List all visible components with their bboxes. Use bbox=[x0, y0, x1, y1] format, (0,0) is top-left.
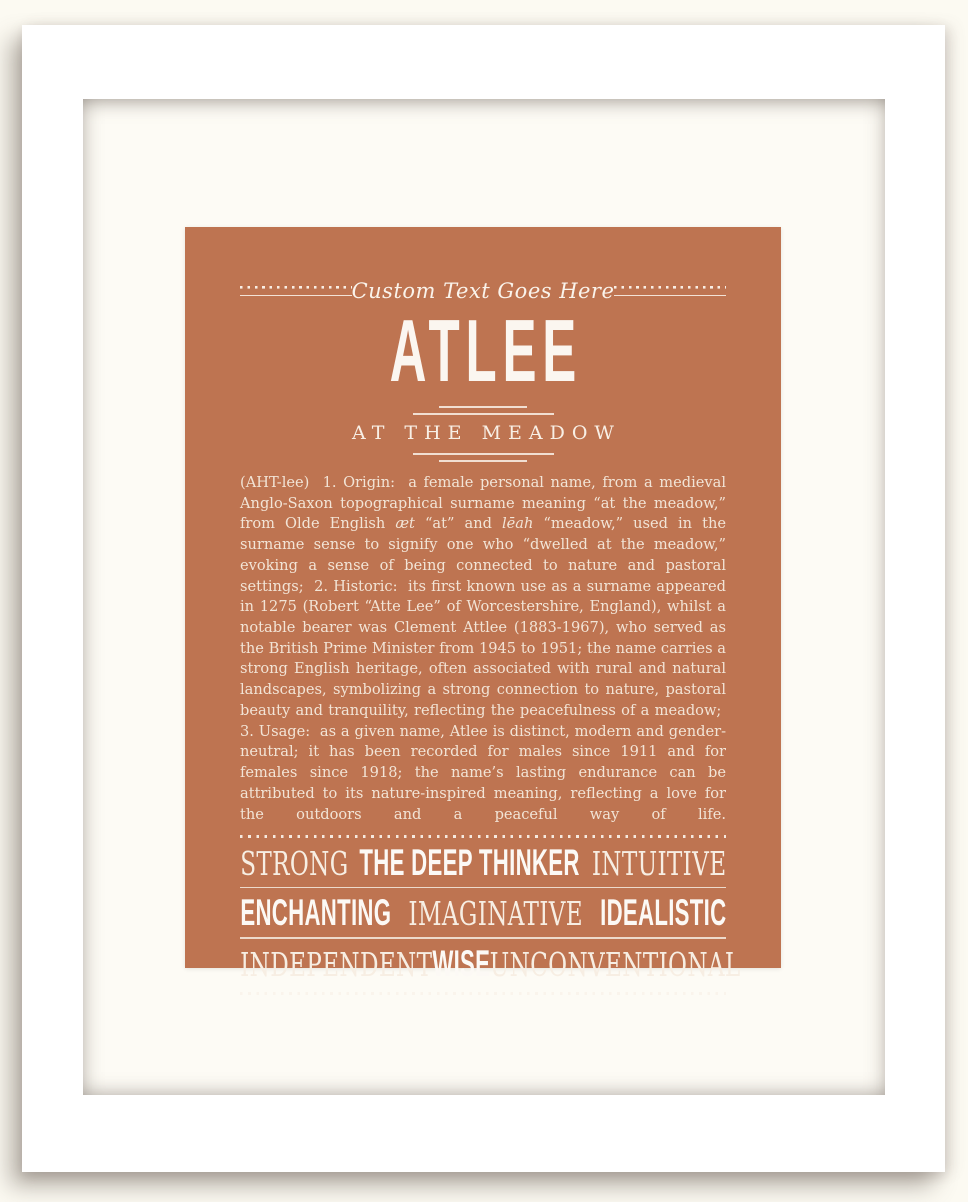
picture-frame bbox=[22, 25, 945, 1172]
traits-row-2 bbox=[240, 893, 726, 933]
custom-text-header bbox=[240, 279, 726, 303]
name-title: ATLEE bbox=[389, 301, 583, 400]
name-definition: (AHT-lee) 1. Origin: a female personal name, from a medieval Anglo-Saxon topographical surname meaning “at the meadow,” from Olde English æt “at” and lēah “meadow,” used in the surname sense to signify one who “dwelled at the meadow,” evoking a sense of being connected to nature and pastoral settings; 2. Historic: its first known use as a surname appeared in 1275 (Robert “Atte Lee” of Worcestershire, England), whilst a notable bearer was Clement Attlee (1883-1967), who served as the British Prime Minister from 1945 to 1951; the name carries a strong English heritage, often associated with rural and natural landscapes, symbolizing a strong connection to nature, pastoral beauty and tranquility, reflecting the peacefulness of a meadow; 3. Usage: as a given name, Atlee is distinct, modern and gender-neutral; it has been recorded for males since 1911 and for females since 1918; the name’s lasting endurance can be attributed to its nature-inspired meaning, reflecting a love for the outdoors and a peaceful way of life. bbox=[240, 474, 726, 823]
trait-word: IDEALISTIC bbox=[599, 892, 727, 934]
double-rule-bottom-short bbox=[439, 460, 527, 462]
dotted-rule-right bbox=[614, 286, 726, 296]
trait-word: INDEPENDENT bbox=[239, 945, 433, 984]
custom-text-label: Custom Text Goes Here bbox=[351, 279, 615, 303]
trait-word: WISE bbox=[431, 943, 490, 984]
traits-row-1 bbox=[240, 843, 726, 883]
traits-row-3 bbox=[239, 943, 741, 984]
dotted-rule-traits-bottom bbox=[240, 992, 726, 995]
trait-word: IMAGINATIVE bbox=[408, 894, 583, 934]
name-meaning: AT THE MEADOW bbox=[352, 422, 621, 444]
double-rule-top-long bbox=[413, 413, 554, 415]
art-print bbox=[185, 227, 781, 984]
double-rule-bottom-long bbox=[413, 453, 554, 455]
double-rule-top-short bbox=[439, 406, 527, 408]
trait-word: INTUITIVE bbox=[591, 843, 726, 883]
trait-word: THE DEEP THINKER bbox=[359, 841, 580, 883]
dotted-rule-traits-top bbox=[240, 835, 726, 838]
trait-word: ENCHANTING bbox=[239, 892, 391, 934]
dotted-rule-left bbox=[240, 286, 352, 296]
trait-word: UNCONVENTIONAL bbox=[489, 945, 741, 984]
mat-board bbox=[83, 99, 885, 1095]
traits-divider-2 bbox=[240, 937, 726, 939]
trait-word: STRONG bbox=[239, 843, 349, 883]
traits-divider-1 bbox=[240, 887, 726, 889]
